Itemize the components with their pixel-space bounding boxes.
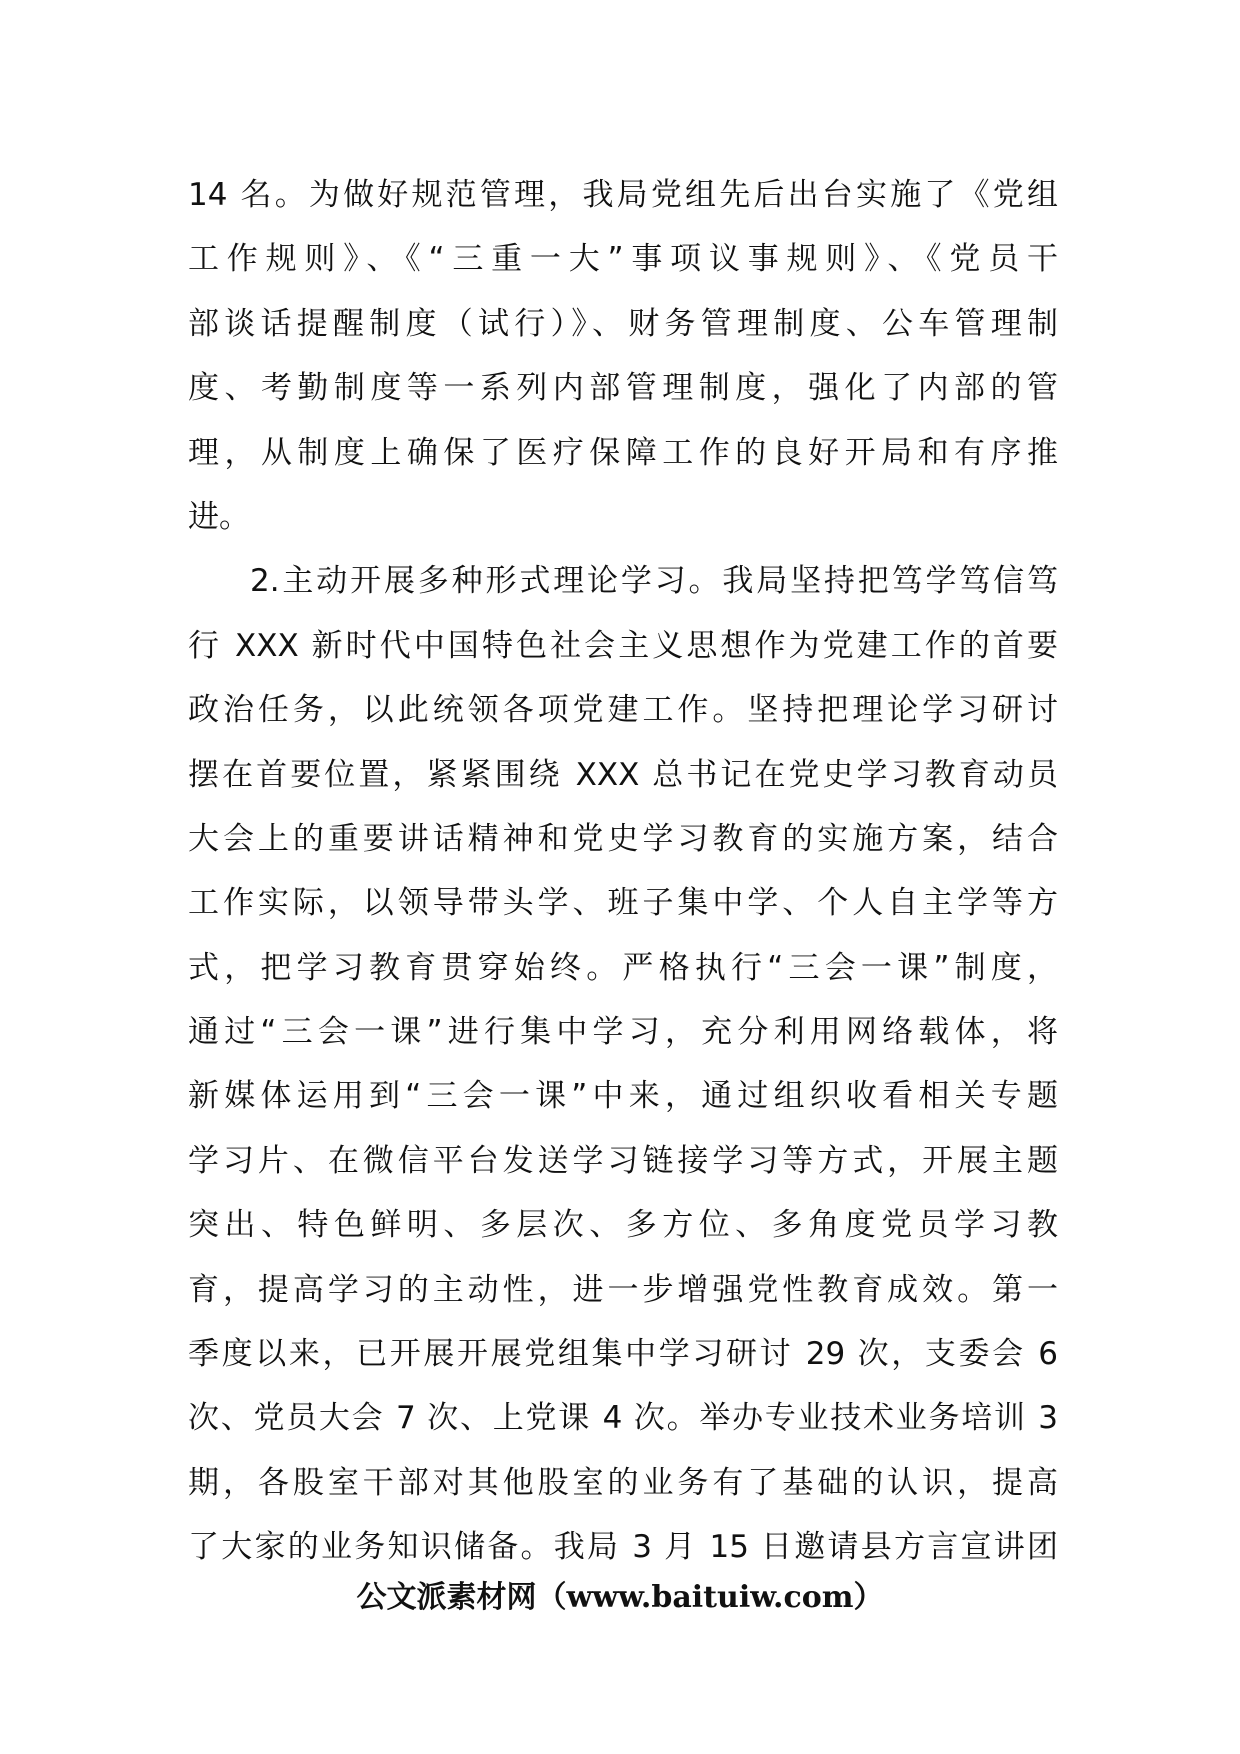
text-line: 学习片、在微信平台发送学习链接学习等方式，开展主题 bbox=[188, 1142, 1058, 1179]
text-line: 进。 bbox=[188, 498, 250, 535]
text-line: 突出、特色鲜明、多层次、多方位、多角度党员学习教 bbox=[188, 1207, 1058, 1244]
text-line: 2.主动开展多种形式理论学习。我局坚持把笃学笃信笃 bbox=[250, 563, 1058, 600]
text-line: 度、考勤制度等一系列内部管理制度，强化了内部的管 bbox=[188, 370, 1058, 407]
text-line: 工作实际，以领导带头学、班子集中学、个人自主学等方 bbox=[188, 885, 1058, 922]
body-text bbox=[188, 163, 1058, 1580]
text-line: 育，提高学习的主动性，进一步增强党性教育成效。第一 bbox=[188, 1271, 1058, 1308]
text-line: 行 XXX 新时代中国特色社会主义思想作为党建工作的首要 bbox=[188, 627, 1058, 664]
text-line: 了大家的业务知识储备。我局 3 月 15 日邀请县方言宣讲团 bbox=[188, 1529, 1058, 1566]
text-line: 14 名。为做好规范管理，我局党组先后出台实施了《党组 bbox=[188, 177, 1058, 213]
text-line: 期，各股室干部对其他股室的业务有了基础的认识，提高 bbox=[188, 1464, 1058, 1501]
text-line: 摆在首要位置，紧紧围绕 XXX 总书记在党史学习教育动员 bbox=[188, 756, 1058, 793]
text-line: 次、党员大会 7 次、上党课 4 次。举办专业技术业务培训 3 bbox=[188, 1400, 1058, 1437]
text-line: 式，把学习教育贯穿始终。严格执行“三会一课”制度， bbox=[188, 949, 1058, 986]
text-line: 季度以来，已开展开展党组集中学习研讨 29 次，支委会 6 bbox=[188, 1336, 1058, 1373]
text-line: 理，从制度上确保了医疗保障工作的良好开局和有序推 bbox=[188, 434, 1058, 471]
text-line: 通过“三会一课”进行集中学习，充分利用网络载体，将 bbox=[188, 1014, 1058, 1051]
text-line: 政治任务，以此统领各项党建工作。坚持把理论学习研讨 bbox=[188, 692, 1058, 729]
text-line: 大会上的重要讲话精神和党史学习教育的实施方案，结合 bbox=[188, 820, 1058, 857]
footer-watermark: 公文派素材网（www.baituiw.com） bbox=[356, 1580, 884, 1615]
text-line: 部谈话提醒制度（试行）》、财务管理制度、公车管理制 bbox=[188, 305, 1058, 342]
text-line: 工作规则》、《“三重一大”事项议事规则》、《党员干 bbox=[188, 241, 1058, 278]
text-line: 新媒体运用到“三会一课”中来，通过组织收看相关专题 bbox=[188, 1078, 1058, 1115]
